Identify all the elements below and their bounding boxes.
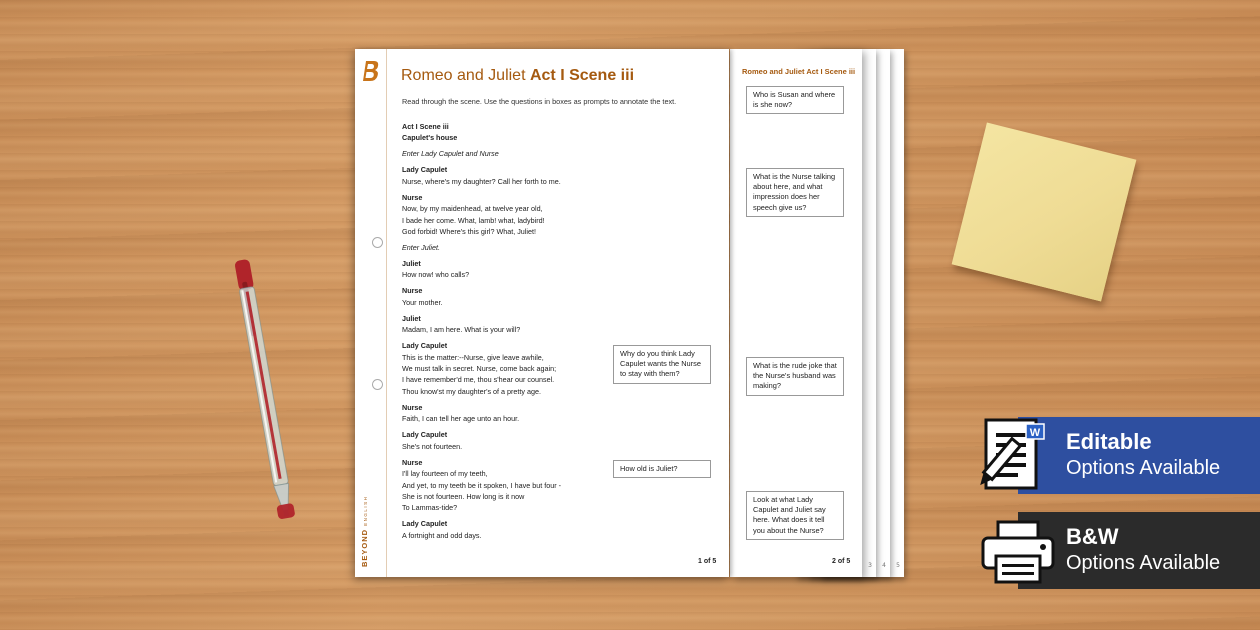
speaker: Lady Capulet — [402, 341, 448, 351]
page-title-plain: Romeo and Juliet — [401, 67, 526, 84]
page-5-number: 5 — [896, 562, 900, 569]
scene-location: Capulet's house — [402, 133, 458, 143]
bw-title: B&W — [1066, 524, 1119, 549]
page-4-number: 4 — [882, 562, 886, 569]
speaker: Lady Capulet — [402, 430, 448, 440]
speaker: Nurse — [402, 286, 423, 296]
line: I'll lay fourteen of my teeth, — [402, 469, 488, 479]
beyond-logo-icon — [363, 60, 380, 82]
line: A fortnight and odd days. — [402, 530, 482, 540]
question-box-nurse-impression: Look at what Lady Capulet and Juliet say here. What does it tell you about the Nurse? — [746, 491, 844, 540]
brand-label — [360, 447, 369, 567]
speech — [402, 340, 607, 397]
instruction-text: Read through the scene. Use the questions in boxes as prompts to annotate the text. — [402, 97, 677, 106]
worksheet-page-1 — [355, 49, 729, 577]
speech — [402, 457, 607, 514]
page-sidebar — [355, 49, 387, 577]
line: She's not fourteen. — [402, 441, 463, 451]
scene-heading: Act I Scene iii — [402, 122, 449, 131]
line: To Lammas-tide? — [402, 503, 458, 513]
speaker: Juliet — [402, 313, 421, 323]
speaker: Nurse — [402, 402, 423, 412]
line: This is the matter:--Nurse, give leave awhile, — [402, 352, 544, 362]
stage-direction: Enter Lady Capulet and Nurse — [402, 149, 499, 159]
speech — [402, 518, 607, 541]
speech — [402, 402, 607, 425]
scene-script — [402, 121, 607, 546]
speaker: Nurse — [402, 457, 423, 467]
sticky-note — [952, 123, 1137, 302]
punch-hole-top — [372, 237, 383, 248]
question-box-juliet-age: How old is Juliet? — [613, 460, 711, 478]
speaker: Lady Capulet — [402, 165, 448, 175]
line: And yet, to my teeth be it spoken, I have but four - — [402, 480, 562, 490]
line: Now, by my maidenhead, at twelve year old, — [402, 204, 543, 214]
page-3-number: 3 — [868, 562, 872, 569]
worksheet-page-2 — [730, 49, 862, 577]
line: Thou know'st my daughter's of a pretty age. — [402, 386, 541, 396]
editable-subtitle: Options Available — [1066, 457, 1221, 479]
question-box-lady-capulet: Why do you think Lady Capulet wants the Nurse to stay with them? — [613, 345, 711, 384]
question-box-nurse-speech: What is the Nurse talking about here, and what impression does her speech give us? — [746, 168, 844, 217]
speaker: Lady Capulet — [402, 519, 448, 529]
line: I have remember'd me, thou s'hear our counsel. — [402, 375, 555, 385]
bw-subtitle: Options Available — [1066, 552, 1221, 574]
line: Your mother. — [402, 297, 443, 307]
speech — [402, 192, 607, 238]
speech — [402, 258, 607, 281]
editable-options-badge[interactable] — [1018, 417, 1260, 494]
speech — [402, 285, 607, 308]
brand-name: BEYOND — [360, 528, 369, 567]
speaker: Nurse — [402, 192, 423, 202]
line: She is not fourteen. How long is it now — [402, 491, 525, 501]
printer-icon — [980, 520, 1056, 584]
page-1-number: 1 of 5 — [698, 558, 717, 565]
pen — [230, 250, 300, 530]
bw-options-badge[interactable] — [1018, 512, 1260, 589]
line: How now! who calls? — [402, 270, 470, 280]
line: Madam, I am here. What is your will? — [402, 325, 521, 335]
stage-direction: Enter Juliet. — [402, 243, 440, 253]
page-2-number: 2 of 5 — [832, 558, 851, 565]
brand-sub: ENGLISH — [363, 495, 368, 526]
page-2-title: Romeo and Juliet Act I Scene iii — [742, 67, 856, 76]
line: We must talk in secret. Nurse, come back again; — [402, 364, 557, 374]
speech — [402, 429, 607, 452]
line: Nurse, where's my daughter? Call her forth to me. — [402, 176, 561, 186]
editable-title: Editable — [1066, 429, 1152, 454]
svg-text:W: W — [1029, 427, 1041, 439]
question-box-rude-joke: What is the rude joke that the Nurse's husband was making? — [746, 357, 844, 396]
line: God forbid! Where's this girl? What, Juliet! — [402, 227, 536, 237]
speech — [402, 313, 607, 336]
page-title — [401, 67, 634, 85]
line: I bade her come. What, lamb! what, ladybird! — [402, 215, 545, 225]
page-title-bold: Act I Scene iii — [529, 67, 635, 84]
speaker: Juliet — [402, 259, 421, 269]
question-box-susan: Who is Susan and where is she now? — [746, 86, 844, 114]
word-document-pencil-icon — [976, 417, 1048, 493]
line: Faith, I can tell her age unto an hour. — [402, 414, 520, 424]
speech — [402, 164, 607, 187]
punch-hole-bottom — [372, 379, 383, 390]
